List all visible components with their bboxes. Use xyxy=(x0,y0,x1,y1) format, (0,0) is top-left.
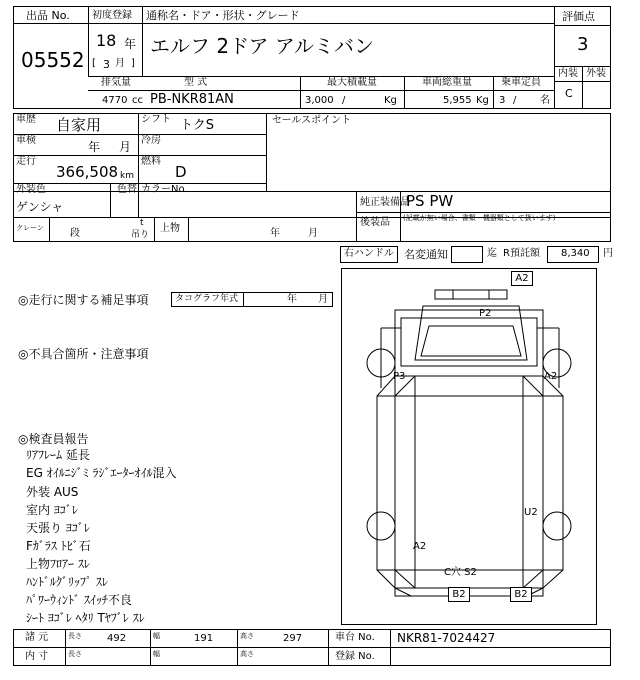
fuel-label: 燃料 xyxy=(141,156,161,167)
tachograph-label: タコグラフ年式 xyxy=(175,294,239,304)
width-label: 幅 xyxy=(153,632,160,640)
report-line: 外装 AUS xyxy=(26,485,79,499)
diagram-right-cab-note: A2 xyxy=(544,371,558,382)
lot-number-label: 出品 No. xyxy=(26,9,70,22)
driving-notes-label: ◎走行に関する補足事項 xyxy=(18,293,149,307)
recycle-value: 8,340 xyxy=(561,248,590,259)
diagram-left-body-note: A2 xyxy=(413,541,427,552)
capacity-label: 乗車定員 xyxy=(501,77,541,88)
aircon-label: 冷房 xyxy=(141,135,161,146)
diagram-tag-rear-right: B2 xyxy=(510,587,532,602)
body-month-unit: 月 xyxy=(308,228,318,239)
gross-weight-value: 5,955 xyxy=(443,95,472,106)
diagram-bottom-note: C穴 S2 xyxy=(444,567,477,578)
recycle-unit: 円 xyxy=(603,248,613,259)
max-load-value: 3,000 xyxy=(305,95,334,106)
max-load-slash: / xyxy=(342,95,346,106)
defects-label: ◎不具合箇所・注意事項 xyxy=(18,347,149,361)
gross-weight-unit: Kg xyxy=(476,95,489,106)
model-header-label: 通称名・ドア・形状・グレード xyxy=(146,9,300,22)
capacity-unit: 名 xyxy=(540,95,550,106)
collect-label: 迄 xyxy=(487,248,497,259)
tachograph-month-unit: 月 xyxy=(318,294,328,305)
capacity-slash: / xyxy=(513,95,517,106)
inspection-month-unit: 月 xyxy=(119,140,132,154)
history-value: 自家用 xyxy=(56,116,102,134)
inner-length-label: 長さ xyxy=(68,650,82,658)
exterior-color-label: 外装色 xyxy=(16,184,46,195)
aftermarket-label: 後装品 xyxy=(360,217,390,228)
inner-dims-label: 内 寸 xyxy=(25,651,49,662)
mileage-unit: km xyxy=(120,171,134,181)
first-registration-year-unit: 年 xyxy=(124,37,137,51)
chassis-label: 車台 No. xyxy=(335,632,375,643)
model-name: エルフ 2ドア アルミバン xyxy=(150,34,375,58)
report-line: 室内 ﾖｺﾞﾚ xyxy=(26,503,78,517)
body-label: 上物 xyxy=(160,223,180,234)
body-year-unit: 年 xyxy=(270,228,280,239)
first-registration-month-unit: 月 xyxy=(115,58,125,69)
score-value: 3 xyxy=(577,34,589,55)
report-line: ﾊﾝﾄﾞﾙｸﾞﾘｯﾌﾟ ｽﾚ xyxy=(26,575,108,589)
color-number-label: カラーNo. xyxy=(141,184,188,195)
length-value: 492 xyxy=(107,633,127,644)
dims-label: 諸 元 xyxy=(25,632,49,643)
report-line: ｼｰﾄ ﾖｺﾞﾚ ﾍﾀﾘ Tﾔﾌﾞﾚ ｽﾚ xyxy=(26,611,145,625)
shift-value: トクS xyxy=(180,118,214,133)
first-registration-bracket-right: ] xyxy=(131,58,135,69)
first-registration-month: 3 xyxy=(103,58,110,71)
genuine-equipment-value: PS PW xyxy=(406,192,454,210)
mileage-label: 走行 xyxy=(16,156,36,167)
crane-label: クレーン xyxy=(16,224,44,232)
diagram-tag-front: A2 xyxy=(511,271,533,286)
report-line: ﾘｱﾌﾚｰﾑ 延長 xyxy=(26,448,90,462)
color-change-label: 色替 xyxy=(117,184,137,195)
width-value: 191 xyxy=(194,633,214,644)
crane-lift-unit: 吊り xyxy=(131,230,150,240)
displacement-label: 排気量 xyxy=(101,77,131,88)
name-change-label: 名変通知 xyxy=(404,248,448,261)
shift-label: シフト xyxy=(141,114,171,125)
diagram-front-glass-note: P2 xyxy=(479,308,492,319)
max-load-label: 最大積載量 xyxy=(327,77,377,88)
report-line: 天張り ﾖｺﾞﾚ xyxy=(26,521,90,535)
interior-grade-label: 内装 xyxy=(558,68,578,79)
first-registration-bracket-left: [ xyxy=(92,58,96,69)
height-value: 297 xyxy=(283,633,303,644)
report-line: Fｶﾞﾗｽ ﾄﾋﾞ石 xyxy=(26,539,91,553)
score-label: 評価点 xyxy=(562,10,595,23)
genuine-equipment-label: 純正装備品 xyxy=(360,197,410,208)
report-line: ﾊﾟﾜｰｳｨﾝﾄﾞ ｽｲｯﾁ不良 xyxy=(26,593,132,607)
exterior-grade-label: 外装 xyxy=(586,68,606,79)
inner-height-label: 高さ xyxy=(240,650,254,658)
model-code-label: 型 式 xyxy=(184,77,208,88)
diagram-tag-rear-left: B2 xyxy=(448,587,470,602)
inner-width-label: 幅 xyxy=(153,650,160,658)
diagram-left-cab-note: P3 xyxy=(393,371,406,382)
sales-point-label: セールスポイント xyxy=(272,115,352,126)
first-registration-year: 18 xyxy=(96,31,117,50)
fuel-value: D xyxy=(175,163,187,181)
gross-weight-label: 車両総重量 xyxy=(422,77,472,88)
max-load-unit: Kg xyxy=(384,95,397,106)
diagram-right-body-note: U2 xyxy=(524,507,538,518)
recycle-label: R預託額 xyxy=(503,248,540,259)
handle-value: 右ハンドル xyxy=(344,248,394,259)
displacement-unit: cc xyxy=(132,95,143,106)
capacity-value: 3 xyxy=(499,95,506,106)
name-change-field xyxy=(451,246,483,263)
aftermarket-note: (記載が無い場合、書類・機器類として扱います) xyxy=(403,214,556,222)
chassis-value: NKR81-7024427 xyxy=(397,631,496,645)
crane-stage-unit: 段 xyxy=(70,228,80,239)
tachograph-year-unit: 年 xyxy=(287,294,297,305)
report-line: 上物ﾌﾛｱｰ ｽﾚ xyxy=(26,557,90,571)
interior-grade-value: C xyxy=(565,87,573,100)
height-label: 高さ xyxy=(240,632,254,640)
inspection-year-unit: 年 xyxy=(88,140,101,154)
displacement-value: 4770 xyxy=(102,95,128,106)
exterior-color-value: ゲンシャ xyxy=(16,200,64,214)
model-code: PB-NKR81AN xyxy=(150,92,234,107)
history-label: 車歴 xyxy=(16,114,36,125)
length-label: 長さ xyxy=(68,632,82,640)
inspection-label: 車検 xyxy=(16,135,36,146)
inspector-report-label: ◎検査員報告 xyxy=(18,432,89,446)
crane-ton-unit: t xyxy=(140,218,144,228)
registration-number-label: 登録 No. xyxy=(335,651,375,662)
lot-number: 05552 xyxy=(21,48,85,72)
first-registration-label: 初度登録 xyxy=(92,10,132,21)
mileage-value: 366,508 xyxy=(56,163,119,181)
report-line: EG ｵｲﾙﾆｼﾞﾐ ﾗｼﾞｴｰﾀｰｵｲﾙ混入 xyxy=(26,466,177,480)
